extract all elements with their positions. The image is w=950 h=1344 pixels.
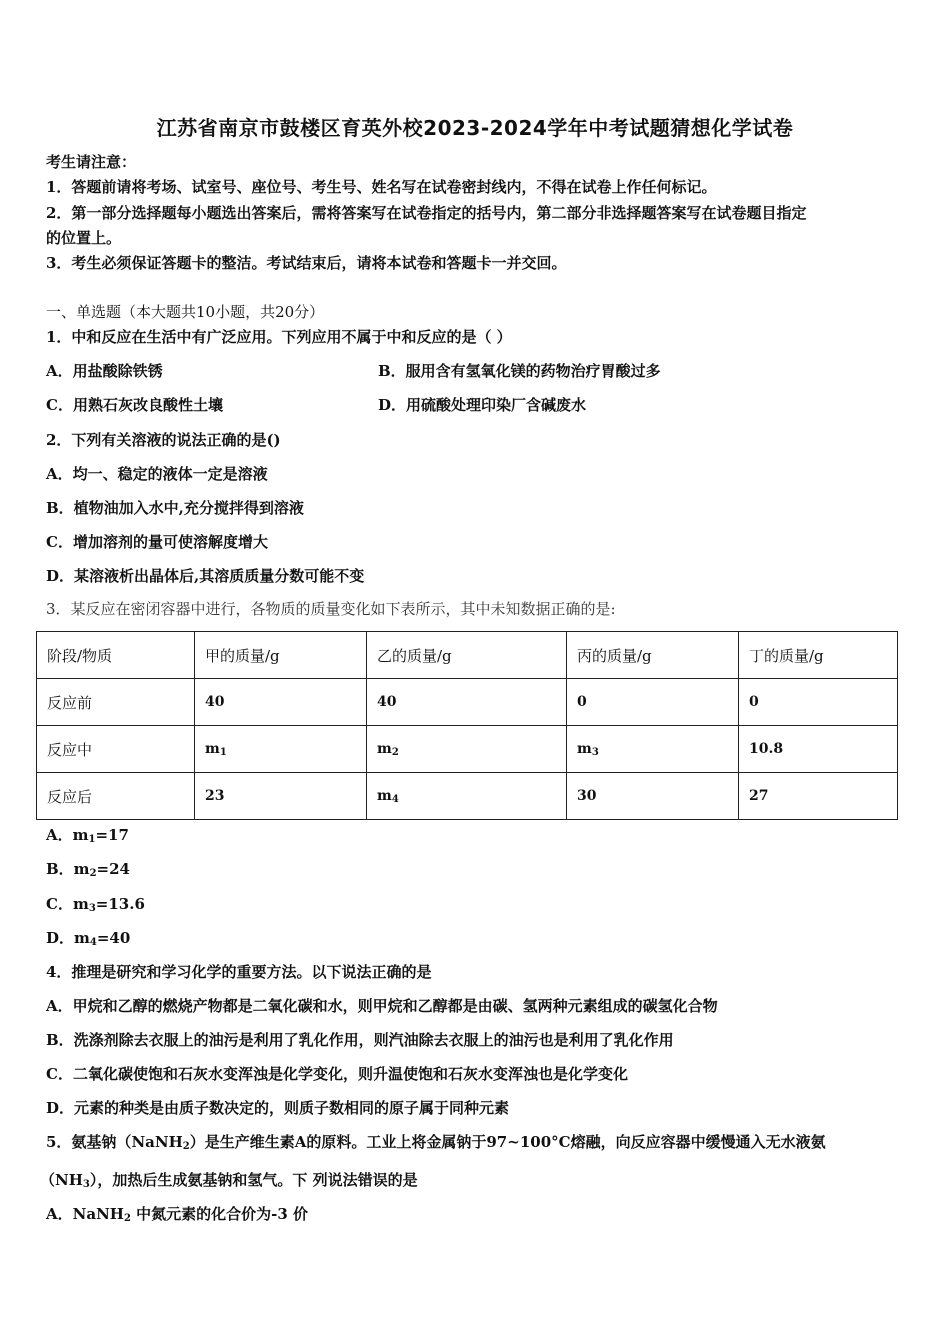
section-heading: 一、单选题（本大题共10小题，共20分） xyxy=(46,303,325,321)
subscript: 3 xyxy=(88,903,96,914)
notice-heading: 考生请注意： xyxy=(46,153,137,171)
table-cell: 40 xyxy=(367,679,567,726)
option-text: D．m xyxy=(46,929,90,947)
table-cell xyxy=(567,726,739,773)
q2-option-d: D．某溶液析出晶体后,其溶质质量分数可能不变 xyxy=(46,567,365,585)
table-cell: 27 xyxy=(739,773,898,820)
table-row xyxy=(37,632,898,679)
subscript: 2 xyxy=(182,1141,190,1152)
q1-option-c: C．用熟石灰改良酸性土壤 xyxy=(46,396,223,414)
option-text: A．NaNH xyxy=(46,1205,124,1223)
stem-text: ）是生产维生素A的原料。工业上将金属钠于97~100°C熔融，向反应容器中缓慢通入无水液氨 xyxy=(189,1133,826,1151)
subscript: 1 xyxy=(219,747,227,758)
table-cell: 40 xyxy=(195,679,367,726)
table-cell: 反应中 xyxy=(37,726,195,773)
table-cell xyxy=(195,726,367,773)
subscript: 2 xyxy=(391,747,399,758)
subscript: 3 xyxy=(591,747,599,758)
var-m: m xyxy=(205,741,220,757)
q5-stem-line-2 xyxy=(40,1170,418,1190)
subscript: 4 xyxy=(89,937,97,948)
page-title: 江苏省南京市鼓楼区育英外校2023-2024学年中考试题猜想化学试卷 xyxy=(156,116,794,140)
subscript: 1 xyxy=(88,834,96,845)
q5-stem-line-1 xyxy=(46,1132,826,1152)
q2-stem: 2．下列有关溶液的说法正确的是() xyxy=(46,431,281,449)
q2-option-c: C．增加溶剂的量可使溶解度增大 xyxy=(46,533,268,551)
q3-option-b xyxy=(46,859,130,879)
table-cell: 0 xyxy=(567,679,739,726)
option-text: A．m xyxy=(46,826,89,844)
stem-text: ），加热后生成氨基钠和氢气。下 列说法错误的是 xyxy=(89,1171,418,1189)
notice-item-2: 2．第一部分选择题每小题选出答案后，需将答案写在试卷指定的括号内，第二部分非选择题答案写在试卷题目指定 xyxy=(46,204,807,222)
q4-stem: 4．推理是研究和学习化学的重要方法。以下说法正确的是 xyxy=(46,963,432,981)
q1-option-d: D．用硫酸处理印染厂含碱废水 xyxy=(378,396,587,414)
q5-option-a xyxy=(46,1204,308,1224)
option-text: 中氮元素的化合价为-3 价 xyxy=(130,1205,309,1223)
table-row xyxy=(37,726,898,773)
var-m: m xyxy=(577,741,592,757)
table-cell: 23 xyxy=(195,773,367,820)
table-cell: 反应后 xyxy=(37,773,195,820)
table-header-cell: 丙的质量/g xyxy=(567,632,739,679)
table-cell: 反应前 xyxy=(37,679,195,726)
subscript: 3 xyxy=(82,1179,90,1190)
notice-item-2-cont: 的位置上。 xyxy=(46,229,122,247)
q4-option-c: C．二氧化碳使饱和石灰水变浑浊是化学变化，则升温使饱和石灰水变浑浊也是化学变化 xyxy=(46,1065,628,1083)
q3-option-c xyxy=(46,894,145,914)
table-cell: 30 xyxy=(567,773,739,820)
q2-option-b: B．植物油加入水中,充分搅拌得到溶液 xyxy=(46,499,304,517)
option-text: =40 xyxy=(96,929,131,947)
q3-option-d xyxy=(46,928,130,948)
subscript: 2 xyxy=(123,1213,131,1224)
option-text: C．m xyxy=(46,895,89,913)
table-header-cell: 甲的质量/g xyxy=(195,632,367,679)
subscript: 4 xyxy=(391,794,399,805)
q1-stem: 1．中和反应在生活中有广泛应用。下列应用不属于中和反应的是（ ） xyxy=(46,328,512,346)
notice-item-3: 3．考生必须保证答题卡的整洁。考试结束后，请将本试卷和答题卡一并交回。 xyxy=(46,254,567,272)
notice-item-1: 1．答题前请将考场、试室号、座位号、考生号、姓名写在试卷密封线内，不得在试卷上作任何标记。 xyxy=(46,178,717,196)
var-m: m xyxy=(377,741,392,757)
q4-option-d: D．元素的种类是由质子数决定的，则质子数相同的原子属于同种元素 xyxy=(46,1099,510,1117)
stem-text: 5．氨基钠（NaNH xyxy=(46,1133,183,1151)
table-cell: 0 xyxy=(739,679,898,726)
q4-option-b: B．洗涤剂除去衣服上的油污是利用了乳化作用，则汽油除去衣服上的油污也是利用了乳化作用 xyxy=(46,1031,674,1049)
table-cell xyxy=(367,726,567,773)
table-header-cell: 乙的质量/g xyxy=(367,632,567,679)
table-cell xyxy=(367,773,567,820)
table-cell: 10.8 xyxy=(739,726,898,773)
table-header-cell: 丁的质量/g xyxy=(739,632,898,679)
option-text: =13.6 xyxy=(95,895,145,913)
q1-option-b: B．服用含有氢氧化镁的药物治疗胃酸过多 xyxy=(378,362,661,380)
q1-option-a: A．用盐酸除铁锈 xyxy=(46,362,163,380)
q3-option-a xyxy=(46,825,129,845)
q3-stem: 3．某反应在密闭容器中进行，各物质的质量变化如下表所示，其中未知数据正确的是: xyxy=(46,600,616,618)
table-header-cell: 阶段/物质 xyxy=(37,632,195,679)
mass-table xyxy=(36,631,898,820)
q2-option-a: A．均一、稳定的液体一定是溶液 xyxy=(46,465,268,483)
var-m: m xyxy=(377,788,392,804)
table-row xyxy=(37,773,898,820)
option-text: =17 xyxy=(95,826,129,844)
subscript: 2 xyxy=(89,868,97,879)
option-text: B．m xyxy=(46,860,90,878)
option-text: =24 xyxy=(96,860,130,878)
q4-option-a: A．甲烷和乙醇的燃烧产物都是二氧化碳和水，则甲烷和乙醇都是由碳、氢两种元素组成的碳氢化合物 xyxy=(46,997,718,1015)
stem-text: （NH xyxy=(40,1171,83,1189)
table-row xyxy=(37,679,898,726)
